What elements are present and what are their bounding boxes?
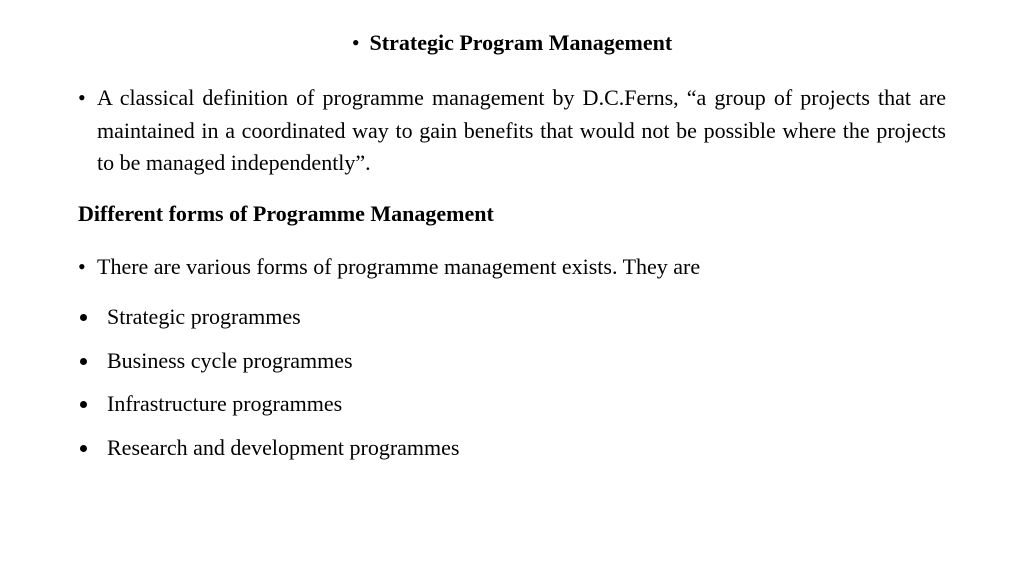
list-item <box>78 433 459 477</box>
list-item-text: Infrastructure programmes <box>107 391 343 416</box>
forms-list <box>78 302 459 476</box>
list-item <box>78 346 459 390</box>
definition-bullet: • <box>78 85 86 110</box>
intro-paragraph <box>78 252 700 282</box>
list-item-text: Business cycle programmes <box>107 347 353 373</box>
slide-title <box>0 28 1024 58</box>
bullet-dot <box>80 358 87 365</box>
list-item-text: Research and development programmes <box>107 434 460 460</box>
title-bullet: • <box>351 30 360 55</box>
list-item <box>78 302 459 346</box>
list-item-text: Strategic programmes <box>107 304 301 329</box>
definition-text: A classical definition of programme management by D.C.Ferns, “a group of projects that are maintained in a coordinated way to gain benefits that would not be possible where the projects to be managed independently”. <box>97 85 946 175</box>
title-text: Strategic Program Management <box>369 30 673 55</box>
intro-bullet: • <box>78 254 86 279</box>
bullet-dot <box>80 445 87 452</box>
definition-paragraph <box>78 82 946 180</box>
section-heading: Different forms of Programme Management <box>78 201 494 226</box>
list-item <box>78 389 459 433</box>
bullet-dot <box>80 314 87 321</box>
intro-text: There are various forms of programme management exists. They are <box>97 254 701 279</box>
bullet-dot <box>80 401 87 408</box>
